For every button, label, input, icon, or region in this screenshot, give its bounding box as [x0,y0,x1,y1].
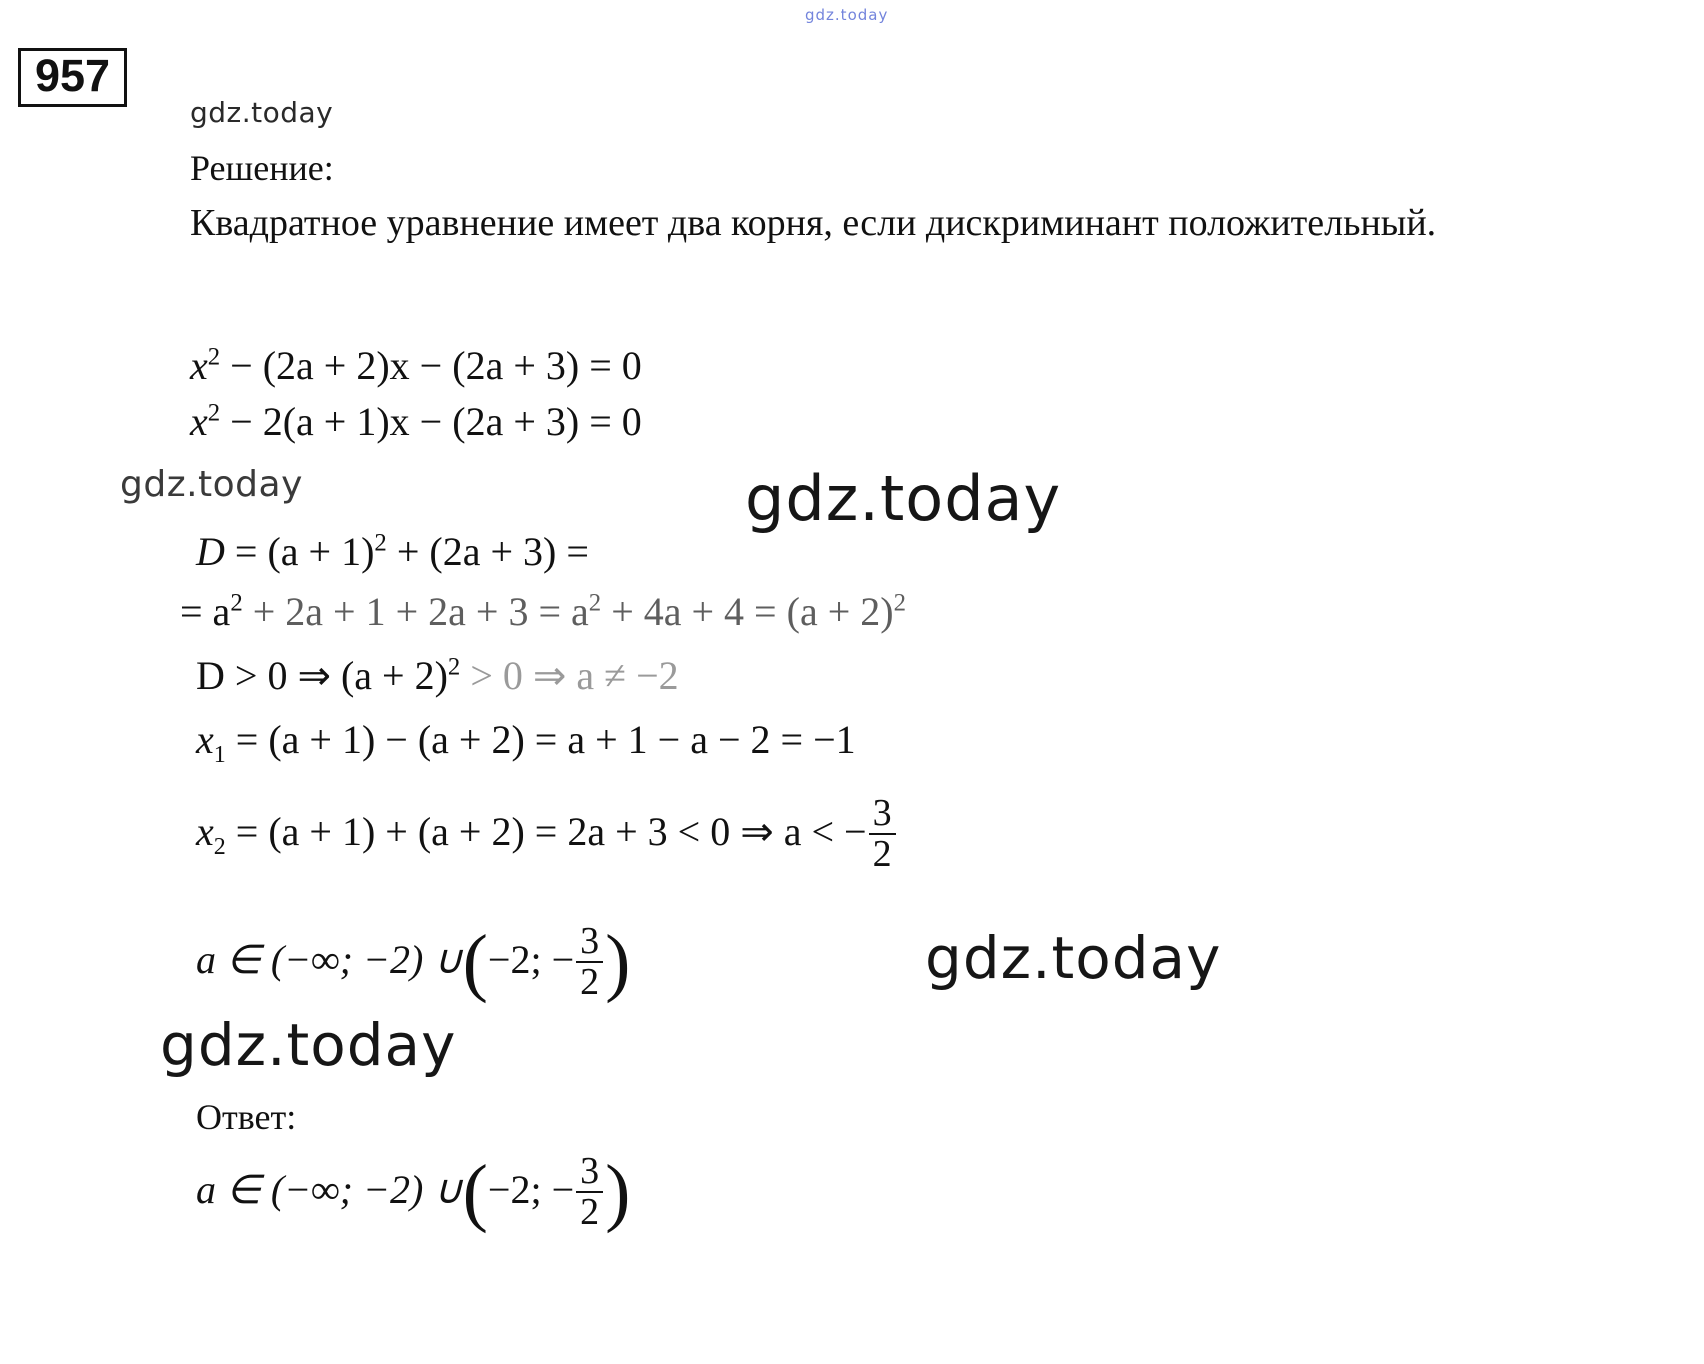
eq6-index: 1 [213,742,226,768]
eq4-exponent-1: 2 [230,589,243,617]
eq8-fraction-numerator: 3 [580,920,600,962]
eq1-exponent: 2 [207,343,221,371]
eq9-inner: −2; − [487,1166,575,1212]
eq2-rest: − 2(a + 1)x − (2a + 3) = 0 [220,399,642,444]
eq2-exponent: 2 [207,399,221,427]
eq7-x: x [196,808,214,854]
eq9-paren-close: ) [605,1149,631,1234]
eq7-fraction [869,794,896,874]
eq9-fraction [576,1152,603,1232]
equation-root-x2 [196,792,898,876]
eq6-x: x [196,717,214,762]
watermark-mid-left: gdz.today [120,464,303,505]
eq8-fraction-denominator: 2 [576,961,603,1002]
watermark-large-1: gdz.today [745,462,1062,535]
equation-interval-result [196,919,631,1004]
equation-discriminant-condition [196,652,679,699]
eq5-exponent: 2 [447,653,461,681]
solution-content [120,96,1670,1234]
eq7-fraction-denominator: 2 [869,833,896,874]
equation-2 [190,398,642,445]
eq3-body: = (a + 1) [224,529,375,574]
eq9-paren-open: ( [462,1149,488,1234]
eq9-fraction-denominator: 2 [576,1191,603,1232]
eq4-mid-2: + 4a + 4 = (a + 2) [601,589,894,634]
eq1-variable: x [190,343,208,388]
equation-discriminant-expanded [180,588,906,635]
eq3-d: D [196,529,225,574]
eq7-fraction-numerator: 3 [872,792,892,834]
eq4-exponent-2: 2 [588,589,602,617]
eq3-exponent: 2 [374,529,387,557]
exercise-number-badge: 957 [18,48,127,107]
eq7-body: = (a + 1) + (a + 2) = 2a + 3 < 0 ⇒ a < − [225,808,867,854]
eq9-lead: a ∈ (−∞; −2) ∪ [196,1166,463,1212]
eq8-fraction [576,922,603,1002]
eq9-fraction-numerator: 3 [580,1150,600,1192]
answer-label: Ответ: [196,1097,297,1137]
equation-root-x1 [196,716,856,769]
equation-1 [190,342,642,389]
eq4-mid: + 2a + 1 + 2a + 3 = a [242,589,589,634]
eq8-paren-close: ) [605,919,631,1004]
eq1-rest: − (2a + 2)x − (2a + 3) = 0 [220,343,642,388]
eq3-tail: + (2a + 3) = [386,529,589,574]
eq6-body: = (a + 1) − (a + 2) = a + 1 − a − 2 = −1 [225,717,856,762]
eq8-inner: −2; − [487,936,575,982]
eq7-index: 2 [213,833,226,860]
eq8-paren-open: ( [462,919,488,1004]
watermark-large-2: gdz.today [925,924,1222,992]
top-watermark: gdz.today [805,6,889,24]
watermark-large-3: gdz.today [160,1011,457,1079]
eq8-lead: a ∈ (−∞; −2) ∪ [196,936,463,982]
eq5-tail: > 0 ⇒ a ≠ −2 [460,653,679,698]
solution-heading: Решение: [190,148,334,188]
eq4-lead: = a [180,589,231,634]
eq5-lead: D > 0 ⇒ (a + 2) [196,653,448,698]
eq2-variable: x [190,399,208,444]
equation-answer-interval [196,1149,631,1234]
solution-statement: Квадратное уравнение имеет два корня, если дискриминант положительный. [190,202,1437,244]
equation-discriminant [196,528,589,575]
source-label: gdz.today [190,96,334,129]
eq4-exponent-3: 2 [893,589,906,617]
